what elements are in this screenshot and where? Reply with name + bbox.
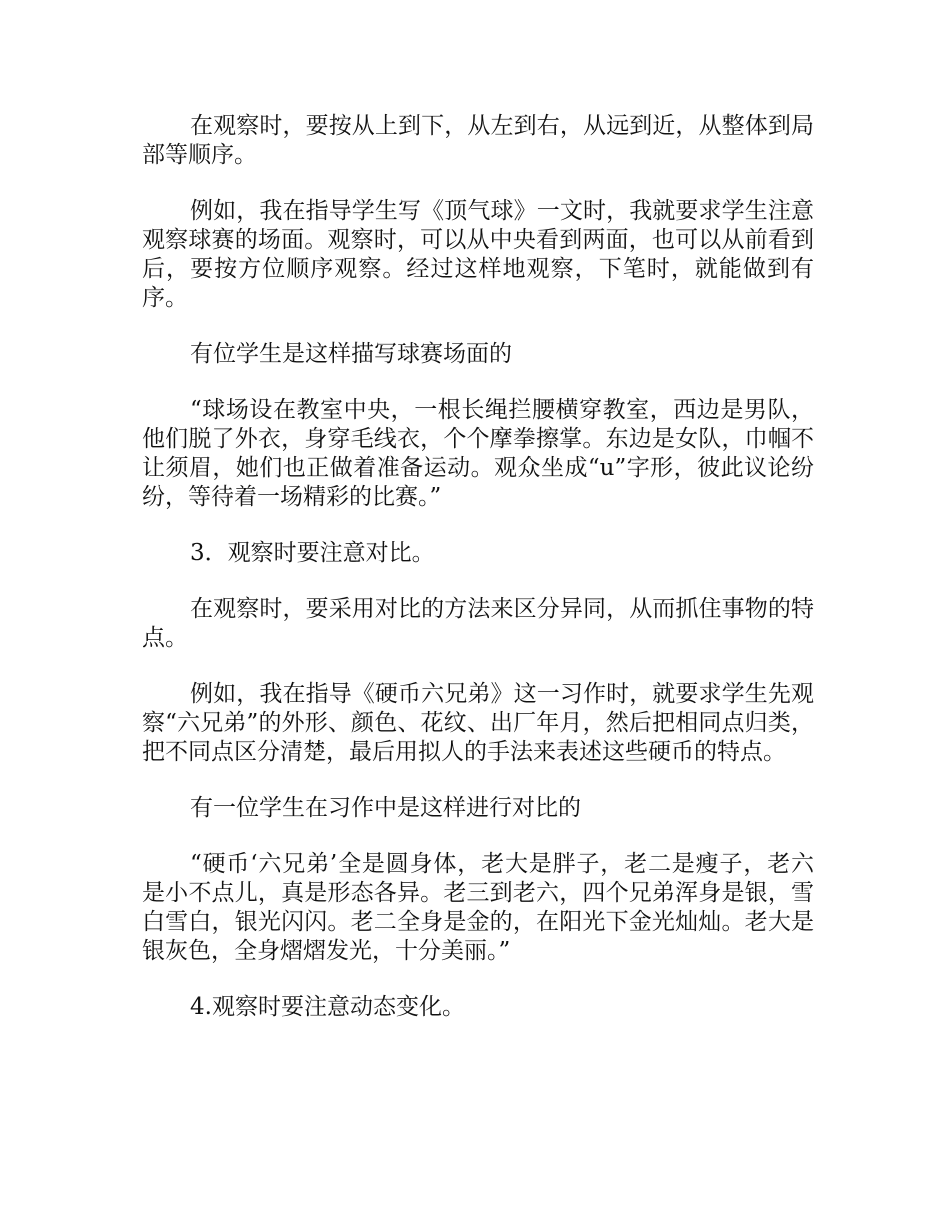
paragraph-student-intro-1: 有位学生是这样描写球赛场面的 bbox=[190, 341, 512, 367]
document-page bbox=[142, 112, 814, 1049]
section-heading-dynamic: 4.观察时要注意动态变化。 bbox=[190, 994, 465, 1020]
paragraph-observation-order: 在观察时，要按从上到下，从左到右，从远到近，从整体到局部等顺序。 bbox=[142, 113, 814, 168]
paragraph-student-intro-2: 有一位学生在习作中是这样进行对比的 bbox=[190, 795, 581, 821]
paragraph-example-balloon: 例如，我在指导学生写《顶气球》一文时，我就要求学生注意观察球赛的场面。观察时，可以从中央看到两面，也可以从前看到后，要按方位顺序观察。经过这样地观察，下笔时，就能做到有序。 bbox=[142, 198, 814, 311]
paragraph-example-coins: 例如，我在指导《硬币六兄弟》这一习作时，就要求学生先观察“六兄弟”的外形、颜色、花纹、出厂年月，然后把相同点归类，把不同点区分清楚，最后用拟人的手法来表述这些硬币的特点。 bbox=[142, 681, 814, 765]
section-heading-contrast: 3．观察时要注意对比。 bbox=[190, 540, 435, 566]
paragraph-quote-coins: “硬币‘六兄弟’全是圆身体，老大是胖子，老二是瘦子，老六是小不点儿，真是形态各异。老三到老六，四个兄弟浑身是银，雪白雪白，银光闪闪。老二全身是金的，在阳光下金光灿灿。老大是银灰色，全身熠熠发光，十分美丽。” bbox=[142, 851, 814, 964]
paragraph-contrast-method: 在观察时，要采用对比的方法来区分异同，从而抓住事物的特点。 bbox=[142, 596, 814, 651]
paragraph-quote-ball-game: “球场设在教室中央，一根长绳拦腰横穿教室，西边是男队，他们脱了外衣，身穿毛线衣，个个摩拳擦掌。东边是女队，巾帼不让须眉，她们也正做着准备运动。观众坐成“u”字形，彼此议论纷纷，等待着一场精彩的比赛。” bbox=[142, 397, 814, 510]
